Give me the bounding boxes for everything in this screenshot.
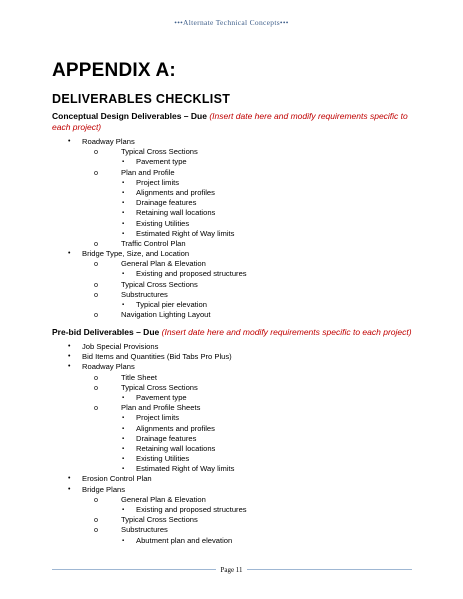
list-item xyxy=(52,424,412,434)
list-item-text: Plan and Profile Sheets xyxy=(121,403,201,413)
bullet-marker: o xyxy=(94,403,98,413)
list-item-text: Plan and Profile xyxy=(121,167,175,177)
list-item xyxy=(52,249,412,259)
list-item xyxy=(52,362,412,372)
list-item xyxy=(52,342,412,352)
bullet-marker: ▪ xyxy=(122,394,125,401)
list-item xyxy=(52,352,412,362)
list-item-text: Pavement type xyxy=(136,157,187,167)
list-item xyxy=(52,434,412,444)
list-item xyxy=(52,383,412,393)
page-number: Page 11 xyxy=(216,566,246,574)
list-item xyxy=(52,178,412,188)
section-heading-prebid xyxy=(52,327,412,338)
list-item xyxy=(52,198,412,208)
list-item-text: Abutment plan and elevation xyxy=(136,535,233,545)
bullet-marker: ▪ xyxy=(122,537,125,544)
list-item-text: Estimated Right of Way limits xyxy=(136,228,235,238)
list-item-text: Navigation Lighting Layout xyxy=(121,310,211,320)
list-item-text: Pavement type xyxy=(136,392,187,402)
bullet-marker: o xyxy=(94,525,98,535)
list-item-text: Drainage features xyxy=(136,198,197,208)
list-item-text: Typical Cross Sections xyxy=(121,279,198,289)
bullet-marker: o xyxy=(94,259,98,269)
list-item-text: Typical pier elevation xyxy=(136,300,207,309)
section-heading-prebid-label: Pre-bid Deliverables – Due xyxy=(52,327,160,337)
list-item xyxy=(52,300,412,310)
bullet-marker: • xyxy=(68,250,71,258)
bullet-marker: ▪ xyxy=(122,271,125,278)
prebid-deliverables-list xyxy=(52,342,412,546)
list-item xyxy=(52,157,412,167)
bullet-marker: o xyxy=(94,279,98,289)
list-item xyxy=(52,219,412,229)
list-item xyxy=(52,525,412,535)
list-item xyxy=(52,403,412,413)
bullet-marker: ▪ xyxy=(122,302,125,308)
bullet-marker: ▪ xyxy=(122,435,125,442)
list-item-text: Roadway Plans xyxy=(82,362,135,372)
list-item-text: General Plan & Elevation xyxy=(121,494,206,504)
list-item-text: Project limits xyxy=(136,177,180,187)
bullet-marker: ▪ xyxy=(122,466,125,473)
list-item-text: Existing Utilities xyxy=(136,218,190,228)
section-heading-conceptual xyxy=(52,111,412,133)
appendix-title: APPENDIX A: xyxy=(52,60,176,81)
bullet-marker: ▪ xyxy=(122,507,125,513)
list-item-text: Traffic Control Plan xyxy=(121,238,186,248)
bullet-marker: • xyxy=(68,353,71,361)
bullet-marker: o xyxy=(94,167,98,177)
bullet-marker: ▪ xyxy=(122,445,125,452)
list-item-text: Typical Cross Sections xyxy=(121,515,198,525)
list-item xyxy=(52,536,412,546)
bullet-marker: • xyxy=(68,138,71,145)
list-item-text: Typical Cross Sections xyxy=(121,147,198,157)
page-footer xyxy=(0,566,463,574)
bullet-marker: ▪ xyxy=(122,220,125,227)
list-item-text: Retaining wall locations xyxy=(136,443,216,453)
list-item-text: Existing and proposed structures xyxy=(136,269,247,279)
list-item xyxy=(52,229,412,239)
list-item xyxy=(52,168,412,178)
bullet-marker: ▪ xyxy=(122,159,125,166)
bullet-marker: • xyxy=(68,363,71,371)
list-item xyxy=(52,259,412,269)
list-item-text: Bridge Plans xyxy=(82,484,126,494)
list-item xyxy=(52,208,412,218)
list-item xyxy=(52,444,412,454)
bullet-marker: o xyxy=(94,238,98,248)
bullet-marker: ▪ xyxy=(122,210,125,217)
list-item-text: Bid Items and Quantities (Bid Tabs Pro Plus) xyxy=(82,352,232,362)
list-item-text: Project limits xyxy=(136,413,180,423)
bullet-marker: ▪ xyxy=(122,189,125,196)
list-item-text: Alignments and profiles xyxy=(136,187,215,197)
list-item-text: Estimated Right of Way limits xyxy=(136,464,235,474)
list-item xyxy=(52,188,412,198)
bullet-marker: • xyxy=(68,475,71,483)
bullet-marker: o xyxy=(94,494,98,504)
section-heading-prebid-note: (Insert date here and modify requirements specific to each project) xyxy=(161,327,412,337)
list-item xyxy=(52,290,412,300)
bullet-marker: o xyxy=(94,310,98,320)
list-item xyxy=(52,137,412,147)
list-item-text: Alignments and profiles xyxy=(136,423,215,433)
list-item xyxy=(52,373,412,383)
list-item xyxy=(52,310,412,320)
list-item xyxy=(52,280,412,290)
bullet-marker: ▪ xyxy=(122,425,125,432)
bullet-marker: o xyxy=(94,147,98,157)
list-item xyxy=(52,239,412,249)
list-item-text: Bridge Type, Size, and Location xyxy=(82,249,190,259)
list-item-text: Retaining wall locations xyxy=(136,208,216,218)
list-item-text: Erosion Control Plan xyxy=(82,474,152,484)
running-header-text: •••Alternate Technical Concepts••• xyxy=(174,18,289,27)
checklist-subtitle: DELIVERABLES CHECKLIST xyxy=(52,92,231,106)
bullet-marker: ▪ xyxy=(122,456,125,463)
bullet-marker: ▪ xyxy=(122,179,125,186)
conceptual-deliverables-list xyxy=(52,137,412,320)
list-item-text: Existing Utilities xyxy=(136,454,190,464)
bullet-marker: o xyxy=(94,382,98,392)
list-item-text: Typical Cross Sections xyxy=(121,382,198,392)
bullet-marker: o xyxy=(94,289,98,299)
bullet-marker: ▪ xyxy=(122,415,125,422)
bullet-marker: • xyxy=(68,485,71,493)
list-item xyxy=(52,147,412,157)
bullet-marker: • xyxy=(68,343,71,350)
list-item-text: Drainage features xyxy=(136,433,197,443)
bullet-marker: o xyxy=(94,515,98,525)
section-heading-conceptual-label: Conceptual Design Deliverables – Due xyxy=(52,111,207,121)
list-item xyxy=(52,413,412,423)
list-item xyxy=(52,269,412,279)
list-item-text: Roadway Plans xyxy=(82,137,135,146)
list-item xyxy=(52,393,412,403)
bullet-marker: o xyxy=(94,372,98,382)
bullet-marker: ▪ xyxy=(122,200,125,207)
list-item xyxy=(52,495,412,505)
list-item-text: General Plan & Elevation xyxy=(121,259,206,269)
list-item-text: Substructures xyxy=(121,525,168,535)
list-item-text: Title Sheet xyxy=(121,372,158,382)
list-item xyxy=(52,515,412,525)
list-item-text: Existing and proposed structures xyxy=(136,505,247,514)
list-item xyxy=(52,474,412,484)
list-item xyxy=(52,485,412,495)
list-item-text: Job Special Provisions xyxy=(82,342,159,351)
list-item xyxy=(52,454,412,464)
bullet-marker: ▪ xyxy=(122,230,125,237)
running-header xyxy=(0,18,463,27)
list-item-text: Substructures xyxy=(121,289,168,299)
list-item xyxy=(52,464,412,474)
section-heading-conceptual-note: (Insert date here and modify requirements specific to each project) xyxy=(52,111,408,132)
list-item xyxy=(52,505,412,515)
